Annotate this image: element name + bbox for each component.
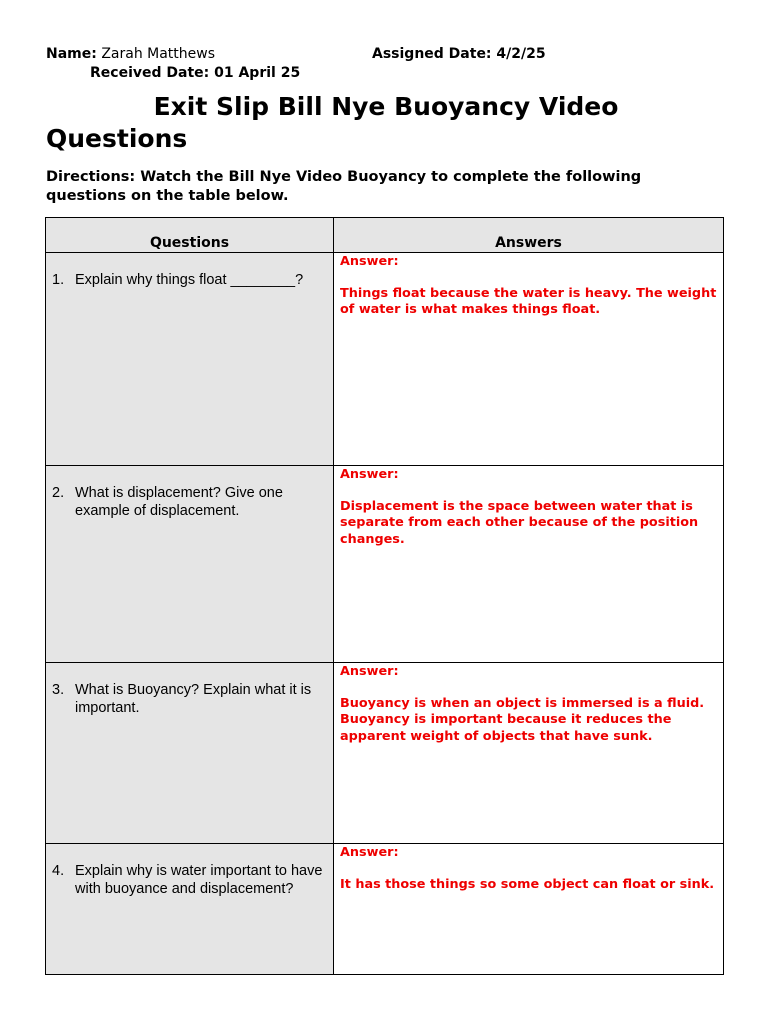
answer-label: Answer:	[340, 467, 399, 482]
answer-label: Answer:	[340, 664, 399, 679]
answer-label: Answer:	[340, 845, 399, 860]
assigned-date: Assigned Date: 4/2/25	[372, 46, 546, 62]
question-text: What is Buoyancy? Explain what it is important.	[75, 682, 312, 716]
page-title-continued: Questions	[46, 124, 188, 153]
answer-text: Things float because the water is heavy. The weight of water is what makes things float.	[340, 285, 717, 317]
table-row	[46, 844, 724, 975]
answer-text: Buoyancy is when an object is immersed is a fluid. Buoyancy is important because it reduces the apparent weight of objects that have sunk.	[340, 695, 705, 744]
received-date: Received Date: 01 April 25	[90, 65, 301, 81]
answer-cell[interactable]	[334, 466, 724, 663]
table-row	[46, 466, 724, 663]
question-number: 2.	[52, 485, 65, 501]
question-cell	[46, 466, 334, 663]
question-cell	[46, 844, 334, 975]
table-row	[46, 663, 724, 844]
answer-label: Answer:	[340, 254, 399, 269]
answer-cell[interactable]	[334, 844, 724, 975]
questions-column-header: Questions	[46, 218, 334, 253]
question-answer-table	[45, 217, 724, 975]
question-cell	[46, 253, 334, 466]
question-text: Explain why things float ________?	[75, 272, 304, 288]
question-number: 1.	[52, 272, 65, 288]
table-row	[46, 253, 724, 466]
answers-column-header: Answers	[334, 218, 724, 253]
answer-cell[interactable]	[334, 253, 724, 466]
page-title: Exit Slip Bill Nye Buoyancy Video	[153, 92, 619, 121]
question-text: Explain why is water important to have with buoyance and displacement?	[75, 863, 323, 897]
answer-text: It has those things so some object can float or sink.	[340, 876, 715, 892]
directions-text: Directions: Watch the Bill Nye Video Buoyancy to complete the following questions on the table below.	[46, 169, 642, 204]
name-row	[46, 45, 215, 63]
table-header-row	[46, 218, 724, 253]
question-number: 3.	[52, 682, 65, 698]
answer-text: Displacement is the space between water that is separate from each other because of the position changes.	[340, 498, 699, 547]
question-text: What is displacement? Give one example of displacement.	[75, 485, 283, 519]
answer-cell[interactable]	[334, 663, 724, 844]
question-cell	[46, 663, 334, 844]
student-name: Zarah Matthews	[101, 46, 216, 62]
question-number: 4.	[52, 863, 65, 879]
name-label: Name:	[46, 46, 97, 62]
